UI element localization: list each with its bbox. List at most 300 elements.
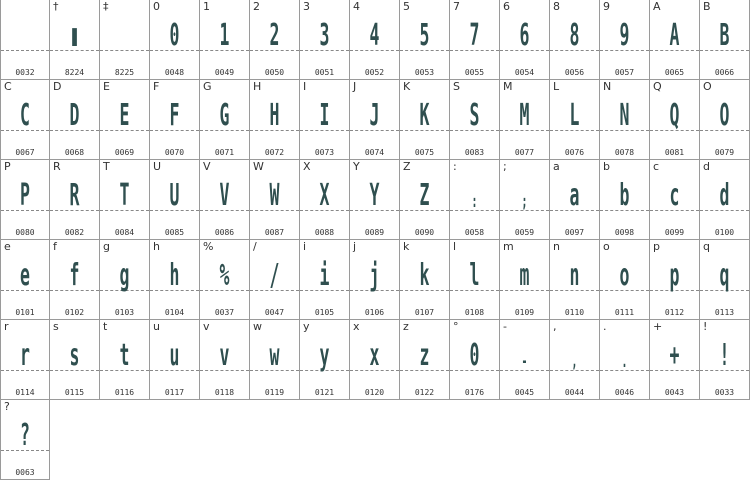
char-code: 0069 [114,148,135,157]
glyph-cell [600,0,650,80]
char-code: 0085 [164,228,185,237]
cell-label: t [103,320,108,333]
cell-label: 1 [203,0,210,13]
glyph-sample: ▮ [69,18,80,53]
cell-label: 5 [403,0,410,13]
char-code: 0120 [364,388,385,397]
glyph-cell [200,0,250,80]
cell-label: w [253,320,262,333]
cell-label: b [603,160,610,173]
glyph-sample: 0 [169,18,180,53]
glyph-sample: 4 [369,18,380,53]
glyph-cell [550,240,600,320]
cell-label: 0 [153,0,160,13]
char-code: 0088 [314,228,335,237]
glyph-cell [200,320,250,400]
glyph-sample: P [20,178,30,213]
cell-label: i [303,240,307,253]
glyph-sample: 9 [619,18,630,53]
cell-label: h [153,240,160,253]
glyph-cell [650,80,700,160]
glyph-cell [600,80,650,160]
cell-label: U [153,160,162,173]
glyph-cell [300,80,350,160]
cell-label: ‡ [103,0,109,13]
glyph-sample: S [469,98,480,133]
glyph-sample: Z [419,178,430,213]
cell-label: p [653,240,660,253]
cell-label: F [153,80,160,93]
glyph-sample: E [119,98,130,133]
cell-label: ; [503,160,507,173]
glyph-cell [650,240,700,320]
glyph-cell [250,80,300,160]
glyph-cell [50,160,100,240]
glyph-cell [250,240,300,320]
char-code: 0050 [264,68,285,77]
glyph-cell [150,0,200,80]
glyph-sample: % [219,258,230,293]
char-code: 0058 [464,228,485,237]
cell-label: G [203,80,212,93]
glyph-cell [300,0,350,80]
char-code: 0054 [514,68,535,77]
char-code: 8224 [64,68,85,77]
glyph-sample: . [621,351,628,372]
char-code: 0105 [314,308,335,317]
char-code: 0108 [464,308,485,317]
glyph-sample: w [269,338,280,373]
glyph-sample: W [269,178,280,213]
glyph-cell [500,160,550,240]
glyph-sample: d [719,178,730,213]
glyph-cell [150,240,200,320]
cell-label: 6 [503,0,510,13]
glyph-sample: e [20,258,30,293]
glyph-cell [300,160,350,240]
glyph-cell [200,240,250,320]
glyph-sample: 6 [519,18,530,53]
cell-label: ° [453,320,459,333]
glyph-sample: Y [369,178,380,213]
glyph-cell [50,240,100,320]
cell-label: n [553,240,560,253]
glyph-cell [400,160,450,240]
char-code: 0080 [15,228,35,237]
glyph-cell [250,320,300,400]
char-code: 8225 [114,68,135,77]
glyph-cell [50,0,100,80]
char-code: 0068 [64,148,85,157]
char-code: 0071 [214,148,235,157]
glyph-cell [500,80,550,160]
glyph-sample: 1 [219,18,230,53]
glyph-sample: X [319,178,330,213]
glyph-sample: s [69,338,80,373]
glyph-cell [450,0,500,80]
cell-label: R [53,160,61,173]
glyph-cell [100,0,150,80]
char-code: 0084 [114,228,135,237]
char-code: 0122 [414,388,435,397]
char-code: 0104 [164,308,185,317]
cell-label: J [353,80,357,93]
glyph-cell [0,80,50,160]
char-code: 0116 [114,388,135,397]
char-code: 0072 [264,148,285,157]
char-code: 0081 [664,148,685,157]
cell-label: N [603,80,612,93]
glyph-sample: v [219,338,230,373]
cell-label: / [253,240,257,253]
char-code: 0076 [564,148,585,157]
char-code: 0043 [664,388,685,397]
glyph-sample: ! [719,338,730,373]
glyph-sample: ; [521,191,528,212]
cell-label: 2 [253,0,260,13]
char-code: 0070 [164,148,185,157]
cell-label: 9 [603,0,610,13]
glyph-sample: F [169,98,180,133]
glyph-sample: : [471,191,478,212]
glyph-cell [350,160,400,240]
glyph-sample: I [319,98,330,133]
glyph-sample: 5 [419,18,430,53]
cell-label: E [103,80,110,93]
char-code: 0113 [714,308,735,317]
char-code: 0049 [214,68,235,77]
cell-label: g [103,240,110,253]
char-code: 0089 [364,228,385,237]
char-code: 0057 [614,68,635,77]
glyph-sample: o [619,258,630,293]
glyph-cell [0,0,50,80]
glyph-cell [650,160,700,240]
cell-label: S [453,80,460,93]
glyph-cell [450,320,500,400]
char-code: 0051 [314,68,335,77]
glyph-cell [500,320,550,400]
cell-label: Y [353,160,360,173]
glyph-sample: G [219,98,230,133]
glyph-sample: n [569,258,580,293]
glyph-cell [700,320,750,400]
glyph-cell [450,240,500,320]
glyph-sample: t [119,338,130,373]
char-code: 0111 [614,308,635,317]
cell-label: H [253,80,262,93]
glyph-cell [350,80,400,160]
glyph-sample: l [469,258,480,293]
glyph-cell [150,160,200,240]
glyph-cell [600,320,650,400]
char-code: 0073 [314,148,335,157]
glyph-cell [600,160,650,240]
char-code: 0045 [514,388,535,397]
cell-label: y [303,320,310,333]
glyph-cell [350,240,400,320]
glyph-sample: / [269,258,280,293]
char-code: 0114 [15,388,35,397]
glyph-cell [150,320,200,400]
glyph-cell [300,240,350,320]
cell-label: A [653,0,661,13]
glyph-cell [500,240,550,320]
glyph-sample: T [119,178,130,213]
glyph-sample: K [419,98,430,133]
glyph-sample: c [669,178,680,213]
glyph-sample: x [369,338,380,373]
char-code: 0047 [264,308,285,317]
glyph-sample: A [669,18,680,53]
char-code: 0055 [464,68,485,77]
char-code: 0102 [64,308,85,317]
cell-label: % [203,240,214,253]
glyph-sample: N [619,98,630,133]
glyph-sample: q [719,258,730,293]
glyph-cell [300,320,350,400]
glyph-cell [250,0,300,80]
glyph-cell [450,80,500,160]
cell-label: O [703,80,712,93]
char-code: 0033 [714,388,735,397]
cell-label: ? [4,400,10,413]
char-code: 0077 [514,148,535,157]
cell-label: c [653,160,660,173]
cell-label: M [503,80,513,93]
glyph-sample: 8 [569,18,580,53]
char-code: 0082 [64,228,85,237]
cell-label: Q [653,80,662,93]
glyph-cell [50,80,100,160]
char-code: 0067 [15,148,35,157]
glyph-cell [100,240,150,320]
glyph-sample: + [669,338,680,373]
char-code: 0106 [364,308,385,317]
char-code: 0112 [664,308,685,317]
glyph-cell [400,80,450,160]
glyph-cell [700,240,750,320]
glyph-sample: i [319,258,330,293]
glyph-cell [250,160,300,240]
cell-label: f [53,240,57,253]
char-code: 0107 [414,308,435,317]
glyph-cell [550,0,600,80]
glyph-cell [0,160,50,240]
cell-label: . [603,320,607,333]
glyph-cell [350,320,400,400]
glyph-cell [700,0,750,80]
char-code: 0087 [264,228,285,237]
char-code: 0078 [614,148,635,157]
cell-label: s [53,320,59,333]
glyph-sample: U [169,178,180,213]
cell-label: l [453,240,457,253]
glyph-sample: R [69,178,80,213]
glyph-sample: J [369,98,380,133]
char-code: 0074 [364,148,385,157]
glyph-cell [200,160,250,240]
glyph-sample: 2 [269,18,280,53]
cell-label: 8 [553,0,560,13]
glyph-cell [50,320,100,400]
glyph-sample: Q [669,98,680,133]
cell-label: v [203,320,210,333]
char-code: 0075 [414,148,435,157]
glyph-cell [550,160,600,240]
glyph-sample: B [719,18,730,53]
cell-label: d [703,160,710,173]
glyph-sample: p [669,258,680,293]
glyph-sample: z [419,338,430,373]
char-code: 0065 [664,68,685,77]
char-code: 0086 [214,228,235,237]
glyph-sample: m [519,258,530,293]
glyph-cell [400,0,450,80]
glyph-sample: 3 [319,18,330,53]
char-code: 0103 [114,308,135,317]
cell-label: P [4,160,11,173]
cell-label: 4 [353,0,360,13]
cell-label: q [703,240,710,253]
cell-label: 7 [453,0,460,13]
glyph-sample: h [169,258,180,293]
glyph-cell [700,80,750,160]
char-code: 0052 [364,68,385,77]
glyph-cell [650,320,700,400]
char-code: 0063 [15,468,35,477]
cell-label: j [353,240,357,253]
char-code: 0044 [564,388,585,397]
glyph-sample: r [20,338,30,373]
char-code: 0115 [64,388,85,397]
char-code: 0090 [414,228,435,237]
glyph-cell [350,0,400,80]
cell-label: , [553,320,557,333]
glyph-sample: V [219,178,230,213]
glyph-sample: M [519,98,530,133]
glyph-sample: - [521,351,528,372]
glyph-cell [100,160,150,240]
glyph-sample: , [571,351,578,372]
cell-label: 3 [303,0,310,13]
cell-label: X [303,160,311,173]
cell-label: V [203,160,211,173]
glyph-cell [400,240,450,320]
char-code: 0097 [564,228,585,237]
char-code: 0118 [214,388,235,397]
glyph-sample: H [269,98,280,133]
cell-label: - [503,320,507,333]
cell-label: T [103,160,110,173]
char-code: 0121 [314,388,335,397]
glyph-cell [400,320,450,400]
glyph-sample: b [619,178,630,213]
char-code: 0079 [714,148,735,157]
char-code: 0046 [614,388,635,397]
char-code: 0083 [464,148,485,157]
char-code: 0100 [714,228,735,237]
glyph-cell [200,80,250,160]
glyph-cell [150,80,200,160]
char-code: 0101 [15,308,35,317]
glyph-sample: 0 [469,338,480,373]
glyph-cell [500,0,550,80]
char-code: 0109 [514,308,535,317]
char-code: 0048 [164,68,185,77]
char-code: 0117 [164,388,185,397]
char-code: 0053 [414,68,435,77]
glyph-cell [450,160,500,240]
glyph-sample [12,20,38,54]
cell-label: u [153,320,160,333]
glyph-cell [550,80,600,160]
char-code: 0098 [614,228,635,237]
glyph-cell [550,320,600,400]
glyph-sample: 7 [469,18,480,53]
char-code: 0066 [714,68,735,77]
cell-label: L [553,80,560,93]
cell-label: † [53,0,59,13]
glyph-sample: y [319,338,330,373]
char-code: 0119 [264,388,285,397]
cell-label: D [53,80,62,93]
cell-label: m [503,240,514,253]
glyph-cell [600,240,650,320]
glyph-sample: j [369,258,380,293]
cell-label: ! [703,320,708,333]
cell-label: B [703,0,711,13]
glyph-sample: f [69,258,80,293]
char-code: 0032 [15,68,35,77]
glyph-cell [100,80,150,160]
glyph-sample: L [569,98,580,133]
cell-label: o [603,240,610,253]
glyph-sample: u [169,338,180,373]
glyph-cell [700,160,750,240]
cell-label: r [4,320,9,333]
glyph-sample: C [20,98,30,133]
glyph-sample: ? [20,418,30,453]
cell-label: Z [403,160,411,173]
cell-label: I [303,80,307,93]
char-code: 0176 [464,388,485,397]
cell-label: e [4,240,11,253]
cell-label: z [403,320,409,333]
glyph-sample: O [719,98,730,133]
char-code: 0059 [514,228,535,237]
cell-label: x [353,320,360,333]
char-code: 0099 [664,228,685,237]
cell-label: : [453,160,457,173]
char-code: 0056 [564,68,585,77]
glyph-cell [0,400,50,480]
glyph-cell [100,320,150,400]
glyph-sample [111,20,138,54]
glyph-cell [650,0,700,80]
glyph-cell [0,320,50,400]
char-code: 0037 [214,308,235,317]
cell-label: W [253,160,264,173]
char-code: 0110 [564,308,585,317]
glyph-sample: D [69,98,80,133]
cell-label: k [403,240,410,253]
glyph-sample: k [419,258,430,293]
glyph-sample: a [569,178,580,213]
cell-label: + [653,320,663,333]
cell-label: a [553,160,560,173]
cell-label: C [4,80,12,93]
